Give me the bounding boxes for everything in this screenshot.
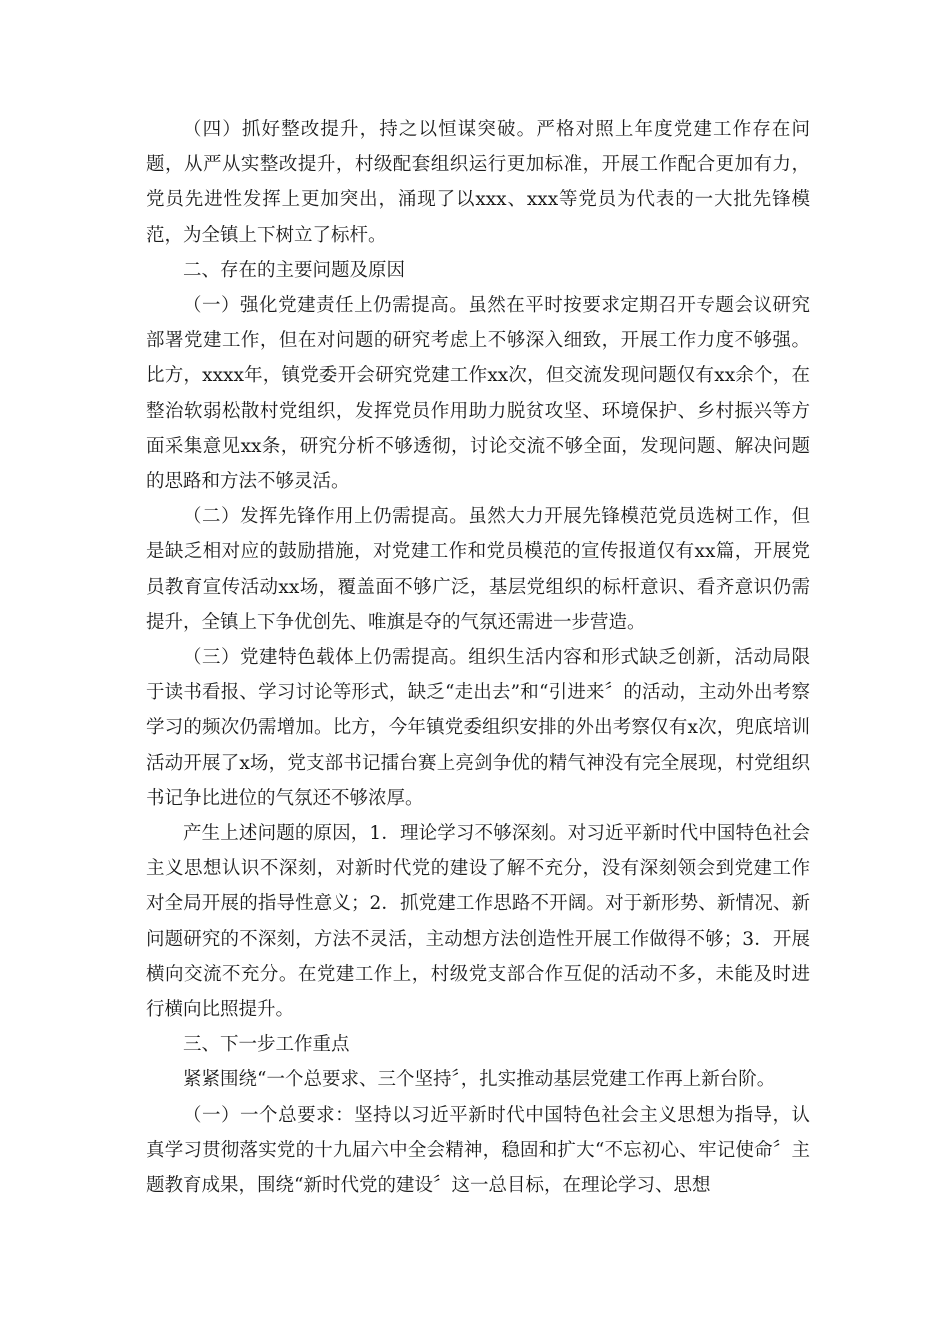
paragraph-responsibility: （一）强化党建责任上仍需提高。虽然在平时按要求定期召开专题会议研究部署党建工作，但在对问题的研究考虑上不够深入细致，开展工作力度不够强。比方，xxxx年，镇党委开会研究党建工作xx次，但交流发现问题仅有xx余个，在整治软弱松散村党组织，发挥党员作用助力脱贫攻坚、环境保护、乡村振兴等方面采集意见xx条，研究分析不够透彻，讨论交流不够全面，发现问题、解决问题的思路和方法不够灵活。 <box>146 295 810 493</box>
paragraph-rectification: （四）抓好整改提升，持之以恒谋突破。严格对照上年度党建工作存在问题，从严从实整改提升，村级配套组织运行更加标准，开展工作配合更加有力，党员先进性发挥上更加突出，涌现了以xxx、xxx等党员为代表的一大批先锋模范，为全镇上下树立了标杆。 <box>146 119 810 246</box>
paragraph-carrier: （三）党建特色载体上仍需提高。组织生活内容和形式缺乏创新，活动局限于读书看报、学习讨论等形式，缺乏“走出去”和“引进来〞的活动，主动外出考察学习的频次仍需增加。比方，今年镇党委组织安排的外出考察仅有x次，兜底培训活动开展了x场，党支部书记擂台赛上亮剑争优的精气神没有完全展现，村党组织书记争比进位的气氛还不够浓厚。 <box>146 647 810 809</box>
section-heading-next-steps: 三、下一步工作重点 <box>183 1034 350 1056</box>
paragraph-overview: 紧紧围绕“一个总要求、三个坚持〞，扎实推动基层党建工作再上新台阶。 <box>183 1069 776 1091</box>
paragraph-causes: 产生上述问题的原因，1．理论学习不够深刻。对习近平新时代中国特色社会主义思想认识不深刻，对新时代党的建设了解不充分，没有深刻领会到党建工作对全局开展的指导性意义；2．抓党建工作思路不开阔。对于新形势、新情况、新问题研究的不深刻，方法不灵活，主动想方法创造性开展工作做得不够；3．开展横向交流不充分。在党建工作上，村级党支部合作互促的活动不多，未能及时进行横向比照提升。 <box>146 823 810 1021</box>
section-heading-problems: 二、存在的主要问题及原因 <box>183 259 406 281</box>
paragraph-general-requirement: （一）一个总要求：坚持以习近平新时代中国特色社会主义思想为指导，认真学习贯彻落实党的十九届六中全会精神，稳固和扩大“不忘初心、牢记使命〞主题教育成果，围绕“新时代党的建设〞这一总目标，在理论学习、思想 <box>146 1104 810 1197</box>
document-body <box>146 112 810 1203</box>
paragraph-vanguard: （二）发挥先锋作用上仍需提高。虽然大力开展先锋模范党员选树工作，但是缺乏相对应的鼓励措施，对党建工作和党员模范的宣传报道仅有xx篇，开展党员教育宣传活动xx场，覆盖面不够广泛，基层党组织的标杆意识、看齐意识仍需提升，全镇上下争优创先、唯旗是夺的气氛还需进一步营造。 <box>146 506 810 633</box>
